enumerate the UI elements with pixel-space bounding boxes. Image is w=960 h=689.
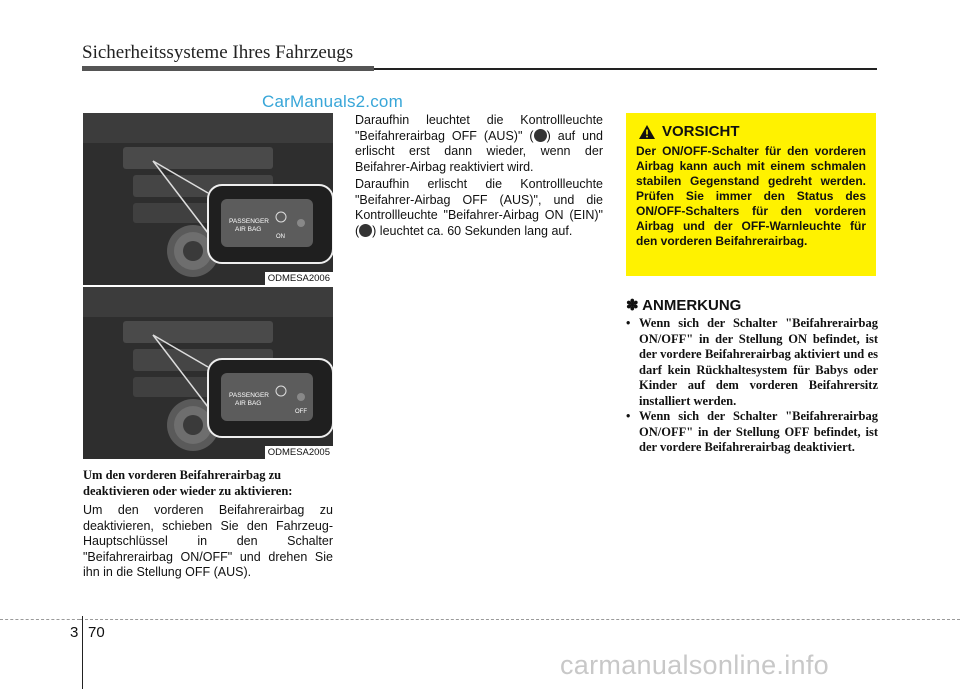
warning-heading (638, 123, 866, 140)
panel-label-1: PASSENGER (229, 392, 269, 399)
warning-box (626, 113, 876, 276)
paragraph-text: Daraufhin leuchtet die Kontrollleuchte "Beifahrerairbag OFF (AUS)" ( (355, 113, 603, 143)
warning-title: VORSICHT (662, 123, 740, 140)
list-item: • Wenn sich der Schalter "Beifahrerairbag ON/OFF" in der Stellung ON befindet, ist der vordere Beifahrerairbag aktiviert und es darf kein Rückhaltesystem für Babys oder Kinder auf dem vorderen Beifahrersitz installiert werden. (626, 316, 878, 409)
airbag-on-indicator-icon (359, 224, 372, 237)
paragraph-text: Daraufhin erlischt die Kontrollleuchte "Beifahrer-Airbag OFF (AUS)", und die Kontrollleuchte "Beifahrer-Airbag ON (EIN)" ( (355, 177, 603, 238)
paragraph-airbag-off (355, 113, 603, 175)
panel-label-2: AIR BAG (235, 400, 262, 407)
section-number: 3 (70, 624, 79, 641)
footer-vertical-rule (82, 616, 83, 689)
note-list (626, 316, 878, 456)
panel-state-label: OFF (295, 409, 307, 415)
photo-code-label: ODMESA2006 (265, 272, 333, 285)
panel-label-2: AIR BAG (235, 226, 262, 233)
footer-divider (80, 619, 960, 620)
dashboard-illustration (83, 287, 333, 459)
airbag-off-indicator-icon (534, 129, 547, 142)
photo-code-label: ODMESA2005 (265, 446, 333, 459)
site-watermark: carmanualsonline.info (560, 650, 829, 680)
airbag-switch-photo-on (83, 113, 333, 285)
panel-state-label: ON (276, 234, 285, 240)
instruction-heading: Um den vorderen Beifahrerairbag zu deaktivieren oder wieder zu aktivieren: (83, 468, 293, 498)
warning-text: Der ON/OFF-Schalter für den vorderen Airbag kann auch mit einem schmalen stabilen Gegenstand gedreht werden. Prüfen Sie immer den Status des ON/OFF-Schalters für den vorderen Airbag und der OFF-Warnleuchte für den vorderen Beifahrerairbag. (636, 144, 866, 248)
note-heading: ✽ ANMERKUNG (626, 297, 742, 314)
header-bar-thick (82, 66, 374, 71)
airbag-switch-photo-off (83, 287, 333, 459)
watermark-text: CarManuals2.com (262, 92, 403, 111)
dashboard-illustration (83, 113, 333, 285)
page-number: 70 (88, 624, 105, 641)
instruction-text: Um den vorderen Beifahrerairbag zu deaktivieren, schieben Sie den Fahrzeug-Hauptschlüssel in den Schalter "Beifahrerairbag ON/OFF" und drehen Sie ihn in die Stellung OFF (AUS). (83, 503, 333, 579)
header-bar-thin (374, 68, 877, 70)
panel-label-1: PASSENGER (229, 218, 269, 225)
paragraph-text: ) leuchtet ca. 60 Sekunden lang auf. (372, 223, 573, 238)
paragraph-text: ) auf und erlischt erst dann wieder, wenn der Beifahrer-Airbag reaktiviert wird. (355, 128, 604, 174)
footer-divider (0, 619, 80, 620)
page-header-title: Sicherheitssysteme Ihres Fahrzeugs (82, 42, 354, 63)
paragraph-airbag-on (355, 177, 603, 239)
list-item: • Wenn sich der Schalter "Beifahrerairbag ON/OFF" in der Stellung OFF befindet, ist der vordere Beifahrerairbag deaktiviert. (626, 409, 878, 456)
warning-triangle-icon (638, 124, 656, 140)
